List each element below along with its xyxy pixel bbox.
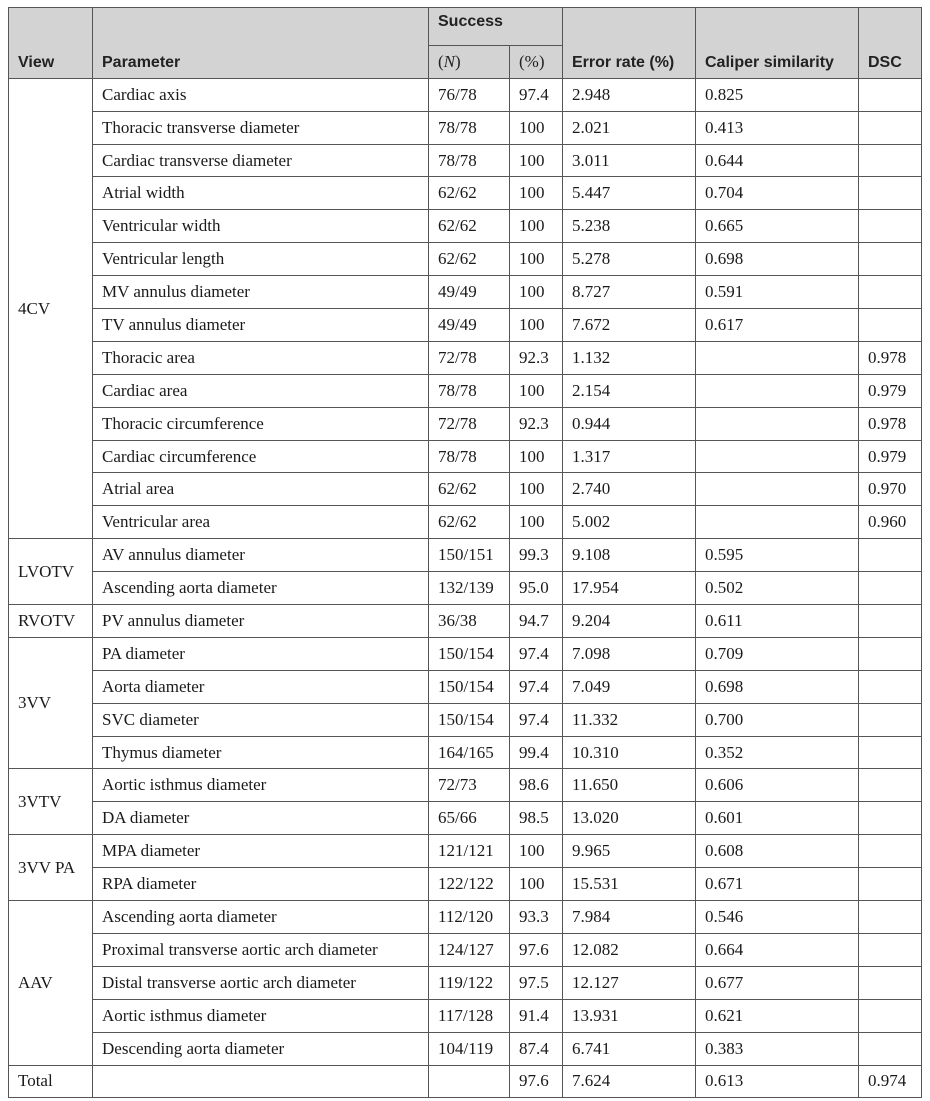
dsc-cell: [859, 999, 922, 1032]
dsc-cell: [859, 670, 922, 703]
success-pct-cell: 100: [510, 210, 563, 243]
parameter-cell: Cardiac area: [93, 374, 429, 407]
parameter-cell: Atrial width: [93, 177, 429, 210]
parameter-cell: Thymus diameter: [93, 736, 429, 769]
caliper-similarity-cell: [696, 341, 859, 374]
caliper-similarity-cell: 0.698: [696, 670, 859, 703]
table-row: [9, 802, 922, 835]
success-n-cell: 36/38: [429, 605, 510, 638]
table-row: [9, 868, 922, 901]
parameter-cell: PA diameter: [93, 637, 429, 670]
parameter-cell: Distal transverse aortic arch diameter: [93, 966, 429, 999]
success-n-cell: 164/165: [429, 736, 510, 769]
table-row: [9, 835, 922, 868]
total-pct-cell: 97.6: [510, 1065, 563, 1098]
success-n-cell: 150/151: [429, 539, 510, 572]
total-caliper-cell: 0.613: [696, 1065, 859, 1098]
caliper-similarity-cell: 0.502: [696, 572, 859, 605]
success-n-cell: 112/120: [429, 901, 510, 934]
header-caliper-similarity: Caliper similarity: [696, 8, 859, 79]
table-row: [9, 407, 922, 440]
parameter-cell: Cardiac circumference: [93, 440, 429, 473]
error-rate-cell: 1.317: [563, 440, 696, 473]
parameter-cell: Aortic isthmus diameter: [93, 999, 429, 1032]
success-pct-cell: 87.4: [510, 1032, 563, 1065]
parameter-cell: PV annulus diameter: [93, 605, 429, 638]
total-row: [9, 1065, 922, 1098]
error-rate-cell: 6.741: [563, 1032, 696, 1065]
header-view: View: [9, 8, 93, 79]
caliper-similarity-cell: 0.704: [696, 177, 859, 210]
total-dsc-cell: 0.974: [859, 1065, 922, 1098]
table-row: [9, 276, 922, 309]
dsc-cell: [859, 144, 922, 177]
dsc-cell: 0.979: [859, 440, 922, 473]
view-cell: 3VTV: [9, 769, 93, 835]
error-rate-cell: 5.002: [563, 506, 696, 539]
success-pct-cell: 100: [510, 111, 563, 144]
dsc-cell: [859, 177, 922, 210]
caliper-similarity-cell: 0.546: [696, 901, 859, 934]
success-n-cell: 76/78: [429, 78, 510, 111]
table-row: [9, 670, 922, 703]
success-pct-cell: 100: [510, 144, 563, 177]
caliper-similarity-cell: 0.601: [696, 802, 859, 835]
dsc-cell: [859, 605, 922, 638]
success-pct-cell: 100: [510, 440, 563, 473]
parameter-cell: Thoracic transverse diameter: [93, 111, 429, 144]
table-row: [9, 374, 922, 407]
success-pct-cell: 97.6: [510, 933, 563, 966]
caliper-similarity-cell: [696, 440, 859, 473]
table-row: [9, 506, 922, 539]
error-rate-cell: 17.954: [563, 572, 696, 605]
table-body: [9, 78, 922, 1098]
success-pct-cell: 97.4: [510, 670, 563, 703]
table-row: [9, 473, 922, 506]
dsc-cell: [859, 243, 922, 276]
parameter-cell: Descending aorta diameter: [93, 1032, 429, 1065]
success-pct-cell: 100: [510, 868, 563, 901]
success-n-cell: 62/62: [429, 473, 510, 506]
total-error-rate-cell: 7.624: [563, 1065, 696, 1098]
parameter-cell: RPA diameter: [93, 868, 429, 901]
dsc-cell: [859, 901, 922, 934]
header-n-symbol: N: [443, 51, 456, 71]
error-rate-cell: 8.727: [563, 276, 696, 309]
caliper-similarity-cell: 0.617: [696, 309, 859, 342]
success-n-cell: 49/49: [429, 309, 510, 342]
success-pct-cell: 92.3: [510, 407, 563, 440]
success-pct-cell: 100: [510, 309, 563, 342]
total-n-cell: [429, 1065, 510, 1098]
success-n-cell: 150/154: [429, 703, 510, 736]
results-table: [8, 7, 922, 1098]
error-rate-cell: 10.310: [563, 736, 696, 769]
error-rate-cell: 3.011: [563, 144, 696, 177]
error-rate-cell: 12.082: [563, 933, 696, 966]
success-pct-cell: 97.4: [510, 78, 563, 111]
error-rate-cell: 9.965: [563, 835, 696, 868]
error-rate-cell: 15.531: [563, 868, 696, 901]
success-pct-cell: 100: [510, 374, 563, 407]
error-rate-cell: 1.132: [563, 341, 696, 374]
table-row: [9, 999, 922, 1032]
error-rate-cell: 2.154: [563, 374, 696, 407]
total-label: Total: [9, 1065, 93, 1098]
table-row: [9, 572, 922, 605]
success-pct-cell: 97.4: [510, 637, 563, 670]
dsc-cell: [859, 78, 922, 111]
error-rate-cell: 7.049: [563, 670, 696, 703]
success-n-cell: 122/122: [429, 868, 510, 901]
header-success: Success: [429, 8, 563, 46]
dsc-cell: 0.978: [859, 407, 922, 440]
table-row: [9, 539, 922, 572]
table-row: [9, 637, 922, 670]
success-n-cell: 72/78: [429, 341, 510, 374]
parameter-cell: Aortic isthmus diameter: [93, 769, 429, 802]
caliper-similarity-cell: [696, 473, 859, 506]
caliper-similarity-cell: [696, 506, 859, 539]
caliper-similarity-cell: 0.621: [696, 999, 859, 1032]
error-rate-cell: 7.098: [563, 637, 696, 670]
header-dsc: DSC: [859, 8, 922, 79]
parameter-cell: Ascending aorta diameter: [93, 572, 429, 605]
table-row: [9, 144, 922, 177]
table-row: [9, 933, 922, 966]
error-rate-cell: 2.021: [563, 111, 696, 144]
caliper-similarity-cell: 0.644: [696, 144, 859, 177]
header-parameter: Parameter: [93, 8, 429, 79]
dsc-cell: [859, 933, 922, 966]
error-rate-cell: 5.278: [563, 243, 696, 276]
dsc-cell: [859, 1032, 922, 1065]
caliper-similarity-cell: 0.352: [696, 736, 859, 769]
table-row: [9, 177, 922, 210]
parameter-cell: SVC diameter: [93, 703, 429, 736]
success-n-cell: 65/66: [429, 802, 510, 835]
table-row: [9, 341, 922, 374]
parameter-cell: Cardiac transverse diameter: [93, 144, 429, 177]
error-rate-cell: 7.984: [563, 901, 696, 934]
view-cell: 3VV PA: [9, 835, 93, 901]
header-n: (N): [429, 45, 510, 78]
success-n-cell: 72/78: [429, 407, 510, 440]
success-pct-cell: 97.5: [510, 966, 563, 999]
success-pct-cell: 100: [510, 243, 563, 276]
caliper-similarity-cell: 0.595: [696, 539, 859, 572]
success-pct-cell: 99.3: [510, 539, 563, 572]
parameter-cell: MPA diameter: [93, 835, 429, 868]
error-rate-cell: 11.332: [563, 703, 696, 736]
error-rate-cell: 2.740: [563, 473, 696, 506]
view-cell: 3VV: [9, 637, 93, 769]
parameter-cell: Thoracic area: [93, 341, 429, 374]
error-rate-cell: 5.447: [563, 177, 696, 210]
view-cell: RVOTV: [9, 605, 93, 638]
parameter-cell: MV annulus diameter: [93, 276, 429, 309]
parameter-cell: DA diameter: [93, 802, 429, 835]
dsc-cell: 0.979: [859, 374, 922, 407]
error-rate-cell: 9.204: [563, 605, 696, 638]
success-pct-cell: 100: [510, 177, 563, 210]
error-rate-cell: 11.650: [563, 769, 696, 802]
header-pct: (%): [510, 45, 563, 78]
success-n-cell: 117/128: [429, 999, 510, 1032]
table-header: [9, 8, 922, 79]
success-pct-cell: 98.5: [510, 802, 563, 835]
dsc-cell: [859, 572, 922, 605]
table-row: [9, 210, 922, 243]
total-parameter-cell: [93, 1065, 429, 1098]
parameter-cell: Ventricular length: [93, 243, 429, 276]
success-pct-cell: 93.3: [510, 901, 563, 934]
success-n-cell: 78/78: [429, 144, 510, 177]
caliper-similarity-cell: 0.665: [696, 210, 859, 243]
error-rate-cell: 9.108: [563, 539, 696, 572]
dsc-cell: [859, 703, 922, 736]
caliper-similarity-cell: 0.383: [696, 1032, 859, 1065]
success-pct-cell: 100: [510, 506, 563, 539]
success-n-cell: 121/121: [429, 835, 510, 868]
success-n-cell: 132/139: [429, 572, 510, 605]
dsc-cell: [859, 210, 922, 243]
dsc-cell: [859, 966, 922, 999]
success-pct-cell: 100: [510, 276, 563, 309]
table-row: [9, 111, 922, 144]
parameter-cell: Aorta diameter: [93, 670, 429, 703]
caliper-similarity-cell: 0.591: [696, 276, 859, 309]
caliper-similarity-cell: 0.664: [696, 933, 859, 966]
caliper-similarity-cell: [696, 407, 859, 440]
error-rate-cell: 7.672: [563, 309, 696, 342]
caliper-similarity-cell: 0.825: [696, 78, 859, 111]
header-error-rate: Error rate (%): [563, 8, 696, 79]
success-pct-cell: 91.4: [510, 999, 563, 1032]
caliper-similarity-cell: 0.698: [696, 243, 859, 276]
success-n-cell: 150/154: [429, 637, 510, 670]
dsc-cell: [859, 309, 922, 342]
dsc-cell: [859, 736, 922, 769]
table-row: [9, 1032, 922, 1065]
success-n-cell: 62/62: [429, 177, 510, 210]
parameter-cell: Atrial area: [93, 473, 429, 506]
table-row: [9, 243, 922, 276]
dsc-cell: [859, 539, 922, 572]
success-pct-cell: 92.3: [510, 341, 563, 374]
dsc-cell: [859, 276, 922, 309]
parameter-cell: Cardiac axis: [93, 78, 429, 111]
dsc-cell: [859, 835, 922, 868]
caliper-similarity-cell: 0.611: [696, 605, 859, 638]
caliper-similarity-cell: [696, 374, 859, 407]
dsc-cell: [859, 769, 922, 802]
caliper-similarity-cell: 0.413: [696, 111, 859, 144]
success-pct-cell: 99.4: [510, 736, 563, 769]
success-pct-cell: 97.4: [510, 703, 563, 736]
table-row: [9, 440, 922, 473]
table-row: [9, 966, 922, 999]
table-row: [9, 605, 922, 638]
success-pct-cell: 94.7: [510, 605, 563, 638]
error-rate-cell: 13.020: [563, 802, 696, 835]
error-rate-cell: 5.238: [563, 210, 696, 243]
view-cell: 4CV: [9, 78, 93, 538]
parameter-cell: Thoracic circumference: [93, 407, 429, 440]
success-pct-cell: 100: [510, 473, 563, 506]
success-n-cell: 78/78: [429, 111, 510, 144]
success-n-cell: 72/73: [429, 769, 510, 802]
error-rate-cell: 2.948: [563, 78, 696, 111]
caliper-similarity-cell: 0.671: [696, 868, 859, 901]
success-n-cell: 119/122: [429, 966, 510, 999]
success-pct-cell: 95.0: [510, 572, 563, 605]
dsc-cell: 0.960: [859, 506, 922, 539]
table-row: [9, 703, 922, 736]
dsc-cell: [859, 802, 922, 835]
caliper-similarity-cell: 0.677: [696, 966, 859, 999]
success-n-cell: 62/62: [429, 243, 510, 276]
success-n-cell: 104/119: [429, 1032, 510, 1065]
table-row: [9, 901, 922, 934]
error-rate-cell: 12.127: [563, 966, 696, 999]
parameter-cell: Proximal transverse aortic arch diameter: [93, 933, 429, 966]
success-n-cell: 150/154: [429, 670, 510, 703]
success-pct-cell: 100: [510, 835, 563, 868]
parameter-cell: Ventricular width: [93, 210, 429, 243]
success-n-cell: 78/78: [429, 374, 510, 407]
parameter-cell: TV annulus diameter: [93, 309, 429, 342]
dsc-cell: [859, 637, 922, 670]
table-row: [9, 78, 922, 111]
parameter-cell: AV annulus diameter: [93, 539, 429, 572]
dsc-cell: [859, 111, 922, 144]
dsc-cell: [859, 868, 922, 901]
caliper-similarity-cell: 0.700: [696, 703, 859, 736]
success-n-cell: 62/62: [429, 210, 510, 243]
caliper-similarity-cell: 0.709: [696, 637, 859, 670]
parameter-cell: Ascending aorta diameter: [93, 901, 429, 934]
table-row: [9, 769, 922, 802]
dsc-cell: 0.970: [859, 473, 922, 506]
error-rate-cell: 0.944: [563, 407, 696, 440]
header-row-top: [9, 8, 922, 46]
success-pct-cell: 98.6: [510, 769, 563, 802]
results-table-container: [8, 7, 922, 1098]
success-n-cell: 49/49: [429, 276, 510, 309]
view-cell: LVOTV: [9, 539, 93, 605]
caliper-similarity-cell: 0.608: [696, 835, 859, 868]
success-n-cell: 62/62: [429, 506, 510, 539]
success-n-cell: 78/78: [429, 440, 510, 473]
table-row: [9, 309, 922, 342]
parameter-cell: Ventricular area: [93, 506, 429, 539]
view-cell: AAV: [9, 901, 93, 1065]
table-row: [9, 736, 922, 769]
caliper-similarity-cell: 0.606: [696, 769, 859, 802]
success-n-cell: 124/127: [429, 933, 510, 966]
dsc-cell: 0.978: [859, 341, 922, 374]
error-rate-cell: 13.931: [563, 999, 696, 1032]
